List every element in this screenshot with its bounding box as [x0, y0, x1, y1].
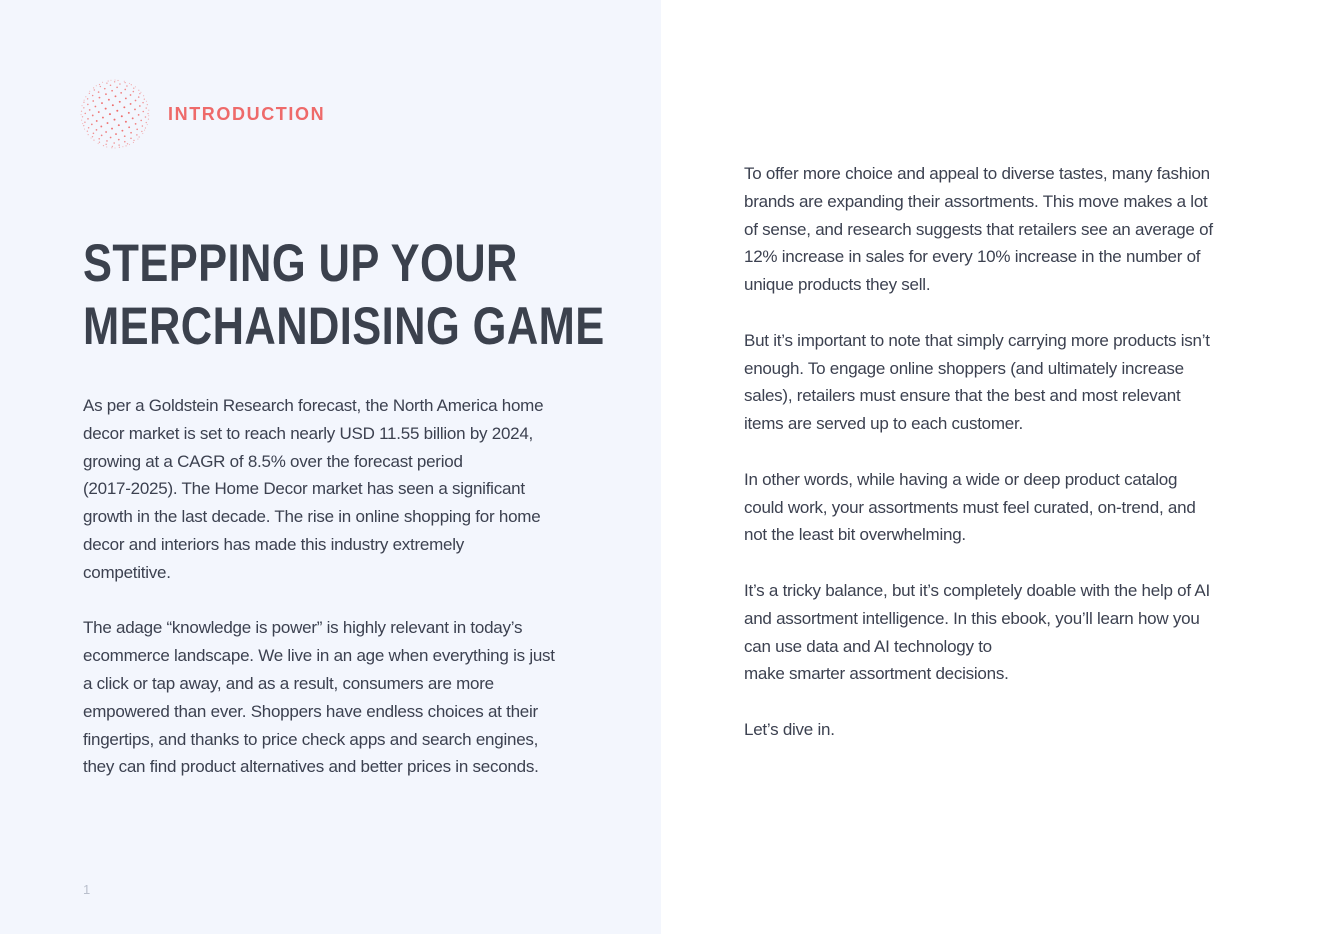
paragraph — [744, 577, 1254, 688]
text-line: a click or tap away, and as a result, consumers are more — [83, 673, 494, 693]
left-column-text — [83, 392, 583, 809]
text-line: can use data and AI technology to — [744, 636, 992, 656]
text-line: ecommerce landscape. We live in an age when everything is just — [83, 646, 555, 666]
section-label: INTRODUCTION — [168, 103, 326, 124]
text-line: As per a Goldstein Research forecast, the North America home — [83, 396, 544, 415]
page-title — [83, 232, 605, 358]
text-line: In other words, while having a wide or deep product catalog — [744, 469, 1178, 489]
paragraph — [83, 614, 583, 781]
text-line: competitive. — [83, 562, 171, 582]
text-line: It’s a tricky balance, but it’s completely doable with the help of AI — [744, 580, 1210, 600]
text-line: But it’s important to note that simply carrying more products isn’t — [744, 330, 1210, 350]
text-line: The adage “knowledge is power” is highly relevant in today’s — [83, 618, 523, 638]
paragraph — [744, 716, 1254, 744]
text-line: of sense, and research suggests that retailers see an average of — [744, 219, 1213, 239]
text-line: growth in the last decade. The rise in online shopping for home — [83, 507, 541, 527]
text-line: could work, your assortments must feel curated, on-trend, and — [744, 497, 1196, 517]
section-header — [80, 79, 325, 149]
title-line: MERCHANDISING GAME — [83, 297, 605, 356]
text-line: growing at a CAGR of 8.5% over the forecast period — [83, 451, 463, 471]
text-line: decor and interiors has made this industry extremely — [83, 534, 465, 554]
text-line: enough. To engage online shoppers (and ultimately increase — [744, 358, 1184, 378]
title-line: STEPPING UP YOUR — [83, 234, 518, 293]
paragraph — [83, 392, 583, 587]
text-line: 12% increase in sales for every 10% increase in the number of — [744, 247, 1201, 267]
text-line: (2017-2025). The Home Decor market has seen a significant — [83, 479, 525, 499]
paragraph — [744, 160, 1254, 299]
text-line: they can find product alternatives and better prices in seconds. — [83, 757, 539, 777]
text-line: sales), retailers must ensure that the best and most relevant — [744, 386, 1181, 406]
text-line: To offer more choice and appeal to diverse tastes, many fashion — [744, 164, 1210, 183]
text-line: brands are expanding their assortments. This move makes a lot — [744, 191, 1208, 211]
text-line: items are served up to each customer. — [744, 414, 1023, 434]
text-line: decor market is set to reach nearly USD 11.55 billion by 2024, — [83, 423, 534, 443]
text-line: not the least bit overwhelming. — [744, 525, 966, 545]
text-line: unique products they sell. — [744, 275, 931, 295]
text-line: empowered than ever. Shoppers have endless choices at their — [83, 701, 538, 721]
text-line: and assortment intelligence. In this ebook, you’ll learn how you — [744, 608, 1200, 628]
text-line: Let’s dive in. — [744, 719, 835, 739]
paragraph — [744, 327, 1254, 438]
right-column-text — [744, 160, 1254, 772]
text-line: fingertips, and thanks to price check apps and search engines, — [83, 729, 539, 749]
dot-sphere-icon — [80, 79, 150, 149]
paragraph — [744, 466, 1254, 549]
text-line: make smarter assortment decisions. — [744, 664, 1009, 684]
page-number: 1 — [83, 882, 91, 897]
